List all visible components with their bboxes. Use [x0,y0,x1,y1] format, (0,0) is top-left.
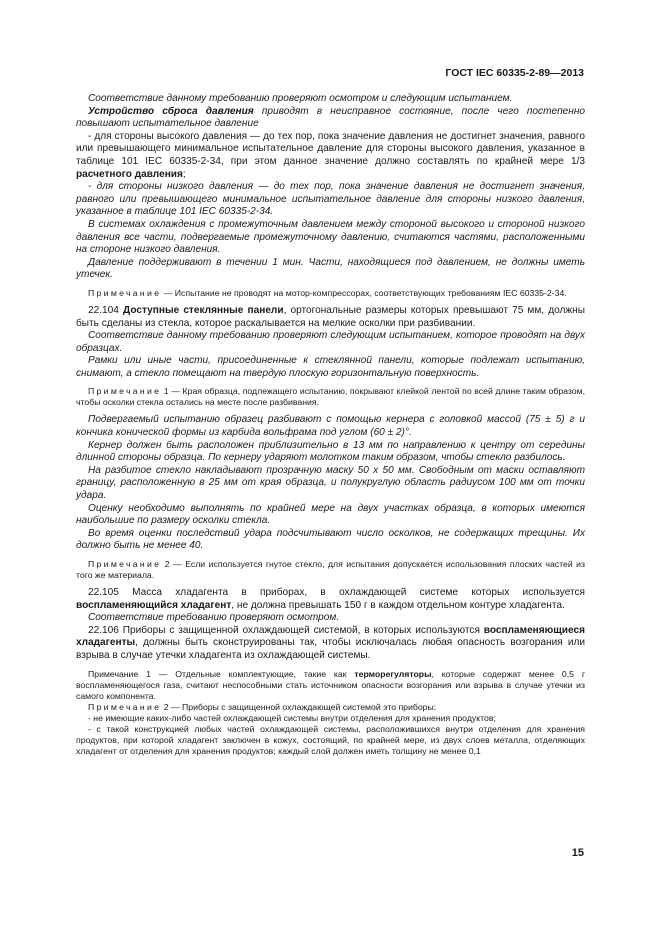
text-run: Соответствие данному требованию проверяют следующим испытанием, которое проводят на двух образцах. [76,330,585,354]
body-paragraph [76,414,585,439]
note-paragraph [76,288,585,299]
text-run: - для стороны высокого давления — до тех пор, пока значение давления не достигнет значения, равного или превышающего минимальное испытательное давление для стороны высокого давления, указанное в таблице 101 IEC 60335-2-34, при этом данное значение должно составлять по крайней мере 1/3 [76,130,585,167]
text-run: Примечание [88,559,162,569]
text-run: Примечание [88,287,162,298]
text-run: Примечание [88,701,162,712]
text-run: — Испытание не проводят на мотор-компрессорах, соответствующих требованиям IEC 60335-2-34. [161,287,567,298]
body-paragraph [76,219,585,257]
text-run: , должны быть сконструированы так, чтобы исключалась любая опасность возгорания или взрыва в случае утечки хладагента из охлаждающей системы. [76,637,585,661]
body-paragraph [76,528,585,553]
body-paragraph [76,131,585,181]
note-paragraph [76,713,585,724]
note-paragraph [76,724,585,757]
bold-term: терморегуляторы [354,668,432,679]
note-paragraph [76,386,585,408]
text-run: Примечание 1 — Отдельные комплектующие, такие как [88,668,355,679]
text-run: На разбитое стекло накладывают прозрачную маску 50 х 50 мм. Свободным от маски оставляют границу, расположенную в 25 мм от края образца, и полукруглую область радиусом 100 мм от точки удара. [76,464,585,502]
text-run: - для стороны низкого давления — до тех пор, пока значение давления не достигнет значения, равного или превышающего минимальное испытательное давление для стороны низкого давления, указанное в таблице 101 IEC 60335-2-34. [76,181,585,218]
body-paragraph [76,106,585,131]
text-run: Рамки или иные части, присоединенные к стеклянной панели, которые подлежат испытанию, снимают, а стекло помещают на твердую плоскую горизонтальную поверхность. [76,355,585,379]
text-run: ; [182,168,186,180]
body-paragraph [76,355,585,380]
body-paragraph [76,625,585,663]
document-header: ГОСТ IEC 60335-2-89—2013 [445,67,584,79]
bold-term: Доступные стеклянные панели [123,304,284,316]
body-paragraph [76,503,585,528]
bold-term: расчетного давления [76,168,183,180]
body-paragraph [76,93,585,106]
body-paragraph [76,181,585,219]
bold-term: воспламеняющиеся хладагенты [76,624,585,649]
note-paragraph [76,669,585,702]
body-paragraph [76,305,585,330]
text-run: , которые содержат менее 0,5 г воспламеняющегося газа, считают неспособными стать источником опасности возгорания или взрыва в случае утечки из самого компонента. [76,668,586,701]
text-run: Примечание [88,386,162,397]
bold-term: воспламеняющийся хладагент [76,599,232,611]
body-paragraph [76,257,585,282]
text-run: Кернер должен быть расположен приблизительно в 13 мм по направлению к центру от середины длинной стороны образца. По кернеру ударяют молотком таким образом, чтобы стекло разбилось. [76,439,585,464]
text-run: - с такой конструкцией любых частей охлаждающей системы, расположившихся внутри отделения для хранения продуктов, при которой хладагент заключен в кожух, состоящий, по крайней мере, из двух слоев металла, отделяющих хладагент от отделения для хранения продуктов; каждый слой должен иметь толщину не менее 0,1 [76,723,585,756]
body-paragraph [76,612,585,625]
document-body [76,93,585,757]
body-paragraph [76,465,585,503]
text-run: 22.104 [88,304,123,316]
bold-term: Устройство сброса давления [88,105,254,117]
body-paragraph [76,330,585,355]
text-run: Соответствие требованию проверяют осмотром. [88,612,340,624]
text-run: В системах охлаждения с промежуточным давлением между стороной высокого и стороной низкого давления все части, подвергаемые промежуточному давлению, считаются частями, расположенными на стороне низкого давления. [76,218,585,256]
note-paragraph [76,559,585,581]
text-run: 1 — Края образца, подлежащего испытанию, покрывают клейкой лентой по всей длине таким образом, чтобы осколки стекла остались на месте после разбивания. [76,386,585,408]
text-run: Во время оценки последствий удара подсчитывают число осколков, не содержащих трещины. Их должно быть не менее 40. [76,527,585,552]
text-run: 22.106 Приборы с защищенной охлаждающей системой, в которых используются [88,624,484,636]
text-run: Оценку необходимо выполнять по крайней мере на двух участках образца, в которых имеются наибольшие по размеру осколки стекла. [76,502,585,527]
text-run: - не имеющие каких-либо частей охлаждающей системы внутри отделения для хранения продуктов; [88,712,496,723]
text-run: приводят в неисправное состояние, после чего постепенно повышают испытательное давление [76,105,585,130]
text-run: Соответствие данному требованию проверяют осмотром и следующим испытанием. [88,93,513,104]
text-run: Подвергаемый испытанию образец разбивают с помощью кернера с головкой массой (75 ± 5) г и кончика конической формы из карбида вольфрама под углом (60 ± 2)°. [76,414,585,439]
page-number: 15 [571,847,584,859]
note-paragraph [76,702,585,713]
text-run: Давление поддерживают в течении 1 мин. Части, находящиеся под давлением, не должны иметь утечек. [76,256,585,281]
text-run: 22.105 Масса хладагента в приборах, в охлаждающей системе которых используется [88,587,585,598]
body-paragraph [76,587,585,612]
text-run: , не должна превышать 150 г в каждом отдельном контуре хладагента. [231,599,565,611]
text-run: , ортогональные размеры которых превышают 75 мм, должны быть сделаны из стекла, которое раскалывается на мелкие осколки при разбивании. [76,304,585,329]
body-paragraph [76,440,585,465]
text-run: 2 — Приборы с защищенной охлаждающей системой это приборы: [161,701,437,712]
text-run: 2 — Если используется гнутое стекло, для испытания допускается использования плоских частей из того же материала. [76,559,585,580]
